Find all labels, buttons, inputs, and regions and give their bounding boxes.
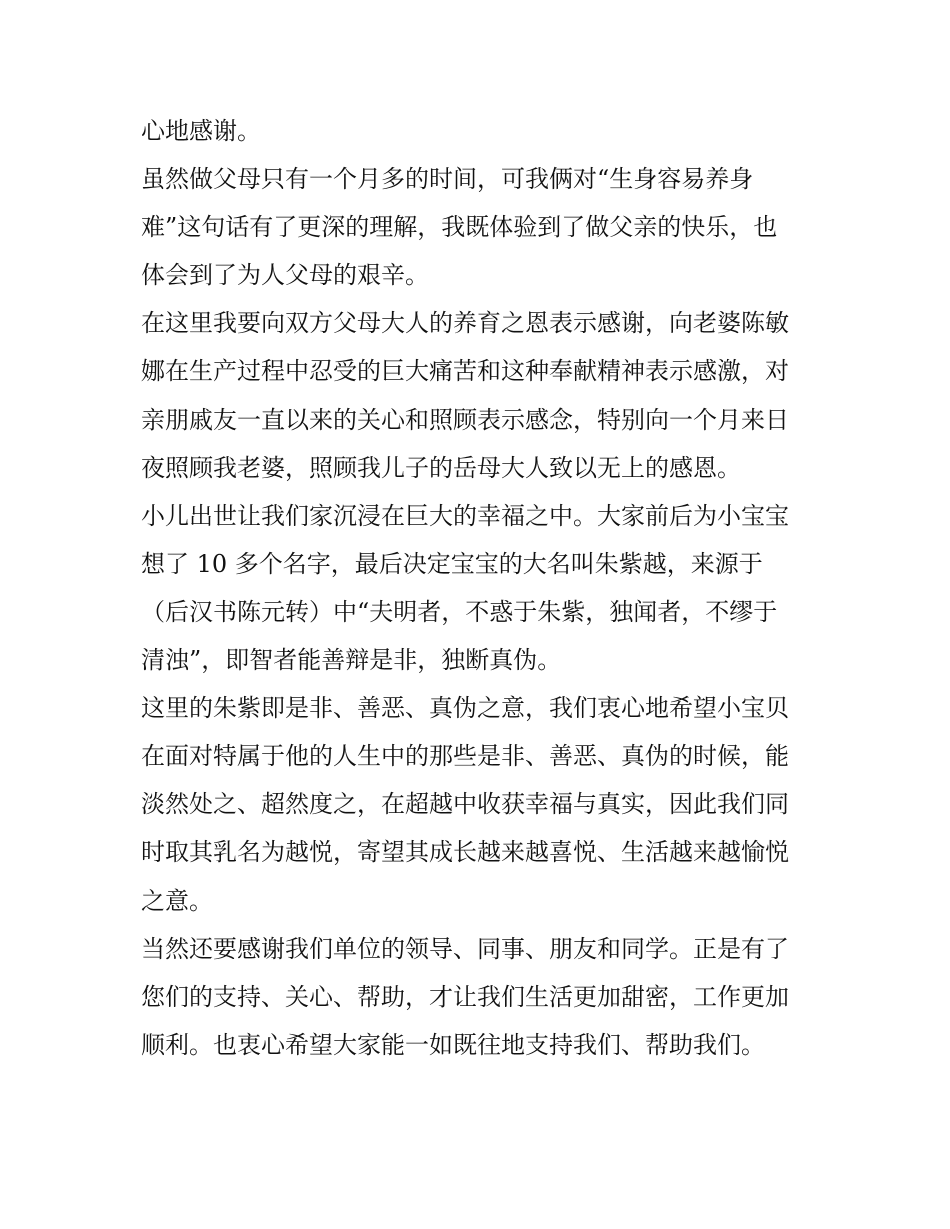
text-line: 心地感谢。 xyxy=(141,117,261,145)
text-line: 娜在生产过程中忍受的巨大痛苦和这种奉献精神表示感激，对 xyxy=(141,357,789,386)
text-line: 淡然处之、超然度之，在超越中收获幸福与真实，因此我们同 xyxy=(141,790,789,819)
text-line: 亲朋戚友一直以来的关心和照顾表示感念，特别向一个月来日 xyxy=(141,405,789,434)
text-line: 在这里我要向双方父母大人的养育之恩表示感谢，向老婆陈敏 xyxy=(141,309,789,338)
text-line: 虽然做父母只有一个月多的时间，可我俩对“生身容易养身 xyxy=(141,165,754,194)
text-line: 顺利。也衷心希望大家能一如既往地支持我们、帮助我们。 xyxy=(141,1030,765,1059)
text-line: 清浊”，即智者能善辩是非，独断真伪。 xyxy=(141,646,562,675)
text-line: 您们的支持、关心、帮助，才让我们生活更加甜密，工作更加 xyxy=(141,982,789,1011)
text-line: 小儿出世让我们家沉浸在巨大的幸福之中。大家前后为小宝宝 xyxy=(141,501,789,530)
text-line: 夜照顾我老婆，照顾我儿子的岳母大人致以无上的感恩。 xyxy=(141,453,741,482)
text-line: 难”这句话有了更深的理解，我既体验到了做父亲的快乐，也 xyxy=(141,213,778,242)
text-line: 在面对特属于他的人生中的那些是非、善恶、真伪的时候，能 xyxy=(141,742,789,771)
text-line: 体会到了为人父母的艰辛。 xyxy=(141,261,429,290)
text-line: 当然还要感谢我们单位的领导、同事、朋友和同学。正是有了 xyxy=(141,934,789,963)
document-body xyxy=(141,107,821,1069)
text-line: （后汉书陈元转）中“夫明者，不惑于朱紫，独闻者，不缪于 xyxy=(141,597,778,626)
text-line: 时取其乳名为越悦，寄望其成长越来越喜悦、生活越来越愉悦 xyxy=(141,838,789,867)
text-line: 这里的朱紫即是非、善恶、真伪之意，我们衷心地希望小宝贝 xyxy=(141,694,789,723)
text-line: 之意。 xyxy=(141,886,213,915)
text-line: 想了 10 多个名字，最后决定宝宝的大名叫朱紫越，来源于 xyxy=(141,549,763,578)
